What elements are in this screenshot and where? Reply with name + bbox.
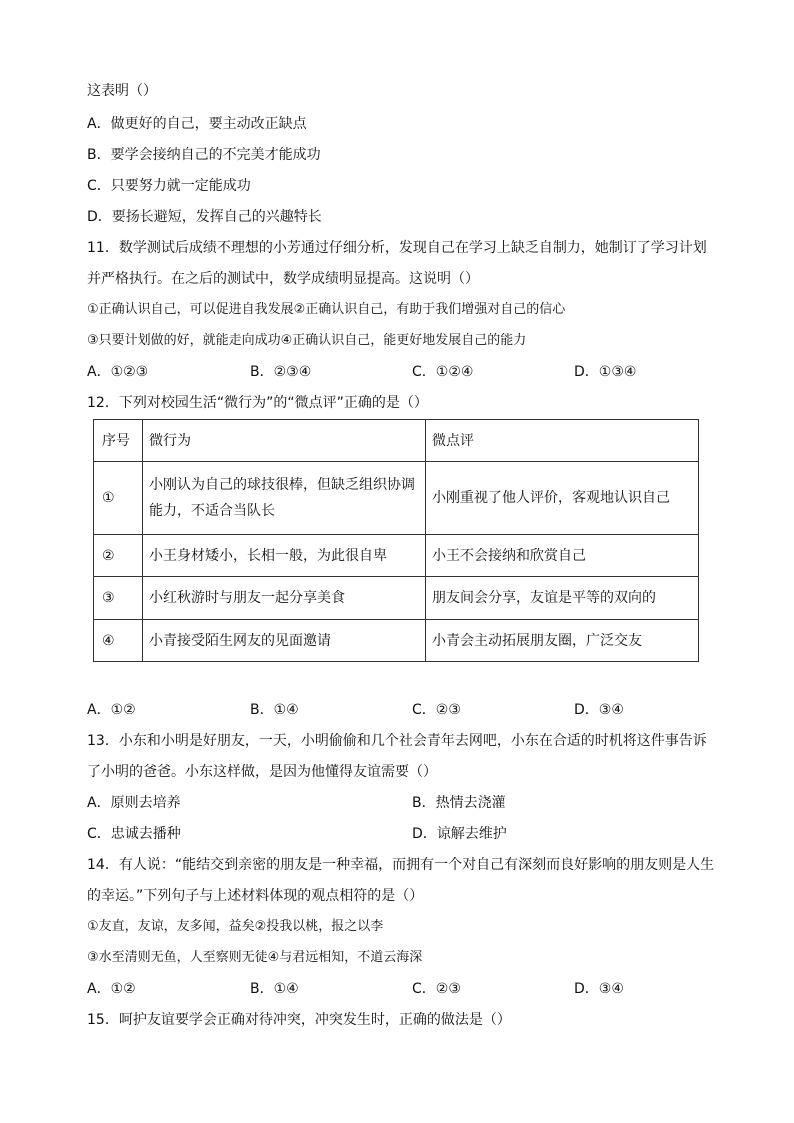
q14-stem-line2: 的幸运。”下列句子与上述材料体现的观点相符的是（） [87,888,424,904]
table-row [94,535,699,577]
q14-option-c: C．②③ [412,981,461,997]
q12-stem: 12．下列对校园生活“微行为”的“微点评”正确的是（） [87,395,428,411]
q11-option-c: C．①②④ [412,364,474,380]
row-no: ① [94,462,143,535]
q13-option-b: B．热情去浇灌 [412,795,506,811]
q14-stem-line1: 14．有人说：“能结交到亲密的朋友是一种幸福，而拥有一个对自己有深刻而良好影响的朋友则是人生 [87,857,715,873]
q13-option-d: D．谅解去维护 [412,826,507,842]
table-row [94,577,699,620]
row-comment: 小王不会接纳和欣赏自己 [426,535,699,577]
row-behavior [143,462,426,535]
q11-option-d: D．①③④ [574,364,637,380]
q10-option-b: B．要学会接纳自己的不完美才能成功 [87,147,321,163]
q14-option-b: B．①④ [250,981,299,997]
row-no: ② [94,535,143,577]
q14-statements-line2: ③水至清则无鱼，人至察则无徒④与君远相知，不道云海深 [87,950,423,965]
row-comment: 小青会主动拓展朋友圈，广泛交友 [426,620,699,662]
row-comment: 朋友间会分享，友谊是平等的双向的 [426,577,699,620]
q12-table [93,419,699,662]
row-behavior: 小青接受陌生网友的见面邀请 [143,620,426,662]
q11-option-a: A．①②③ [87,364,149,380]
row-behavior: 小王身材矮小，长相一般，为此很自卑 [143,535,426,577]
q12-option-d: D．③④ [574,702,624,718]
q14-option-d: D．③④ [574,981,624,997]
row-comment: 小刚重视了他人评价，客观地认识自己 [426,462,699,535]
row-no: ④ [94,620,143,662]
q10-option-c: C．只要努力就一定能成功 [87,178,251,194]
table-row [94,462,699,535]
q11-stem-line2: 并严格执行。在之后的测试中，数学成绩明显提高。这说明（） [87,271,479,287]
q11-statements-line2: ③只要计划做的好，就能走向成功④正确认识自己，能更好地发展自己的能力 [87,333,527,348]
q10-option-d: D．要扬长避短，发挥自己的兴趣特长 [87,209,322,225]
q10-stem-tail: 这表明（） [87,83,157,99]
q15-stem: 15．呵护友谊要学会正确对待冲突，冲突发生时，正确的做法是（） [87,1012,511,1028]
q12-option-a: A．①② [87,702,136,718]
q11-options [87,362,687,382]
q11-stem-line1: 11．数学测试后成绩不理想的小芳通过仔细分析，发现自己在学习上缺乏自制力，她制订了学习计划 [87,240,707,256]
q13-stem-line1: 13．小东和小明是好朋友，一天，小明偷偷和几个社会青年去网吧，小东在合适的时机将这件事告诉 [87,733,707,749]
header-comment: 微点评 [426,420,699,462]
q12-option-b: B．①④ [250,702,299,718]
q14-option-a: A．①② [87,981,136,997]
row-behavior-line2: 能力，不适合当队长 [149,503,275,519]
row-behavior-line1: 小刚认为自己的球技很棒，但缺乏组织协调 [149,477,415,493]
q12-option-c: C．②③ [412,702,461,718]
q13-stem-line2: 了小明的爸爸。小东这样做，是因为他懂得友谊需要（） [87,764,437,780]
q13-options-row1 [87,793,687,813]
q13-option-c: C．忠诚去播种 [87,826,181,842]
table-header-row [94,420,699,462]
q14-options [87,979,687,999]
row-behavior: 小红秋游时与朋友一起分享美食 [143,577,426,620]
q12-options [87,700,687,720]
q14-statements-line1: ①友直，友谅，友多闻，益矣②投我以桃，报之以李 [87,919,384,934]
q13-options-row2 [87,824,687,844]
row-no: ③ [94,577,143,620]
table-row [94,620,699,662]
q11-option-b: B．②③④ [250,364,312,380]
q13-option-a: A．原则去培养 [87,795,181,811]
q10-option-a: A．做更好的自己，要主动改正缺点 [87,116,307,132]
header-behavior: 微行为 [143,420,426,462]
header-no: 序号 [94,420,143,462]
q11-statements-line1: ①正确认识自己，可以促进自我发展②正确认识自己，有助于我们增强对自己的信心 [87,302,566,317]
